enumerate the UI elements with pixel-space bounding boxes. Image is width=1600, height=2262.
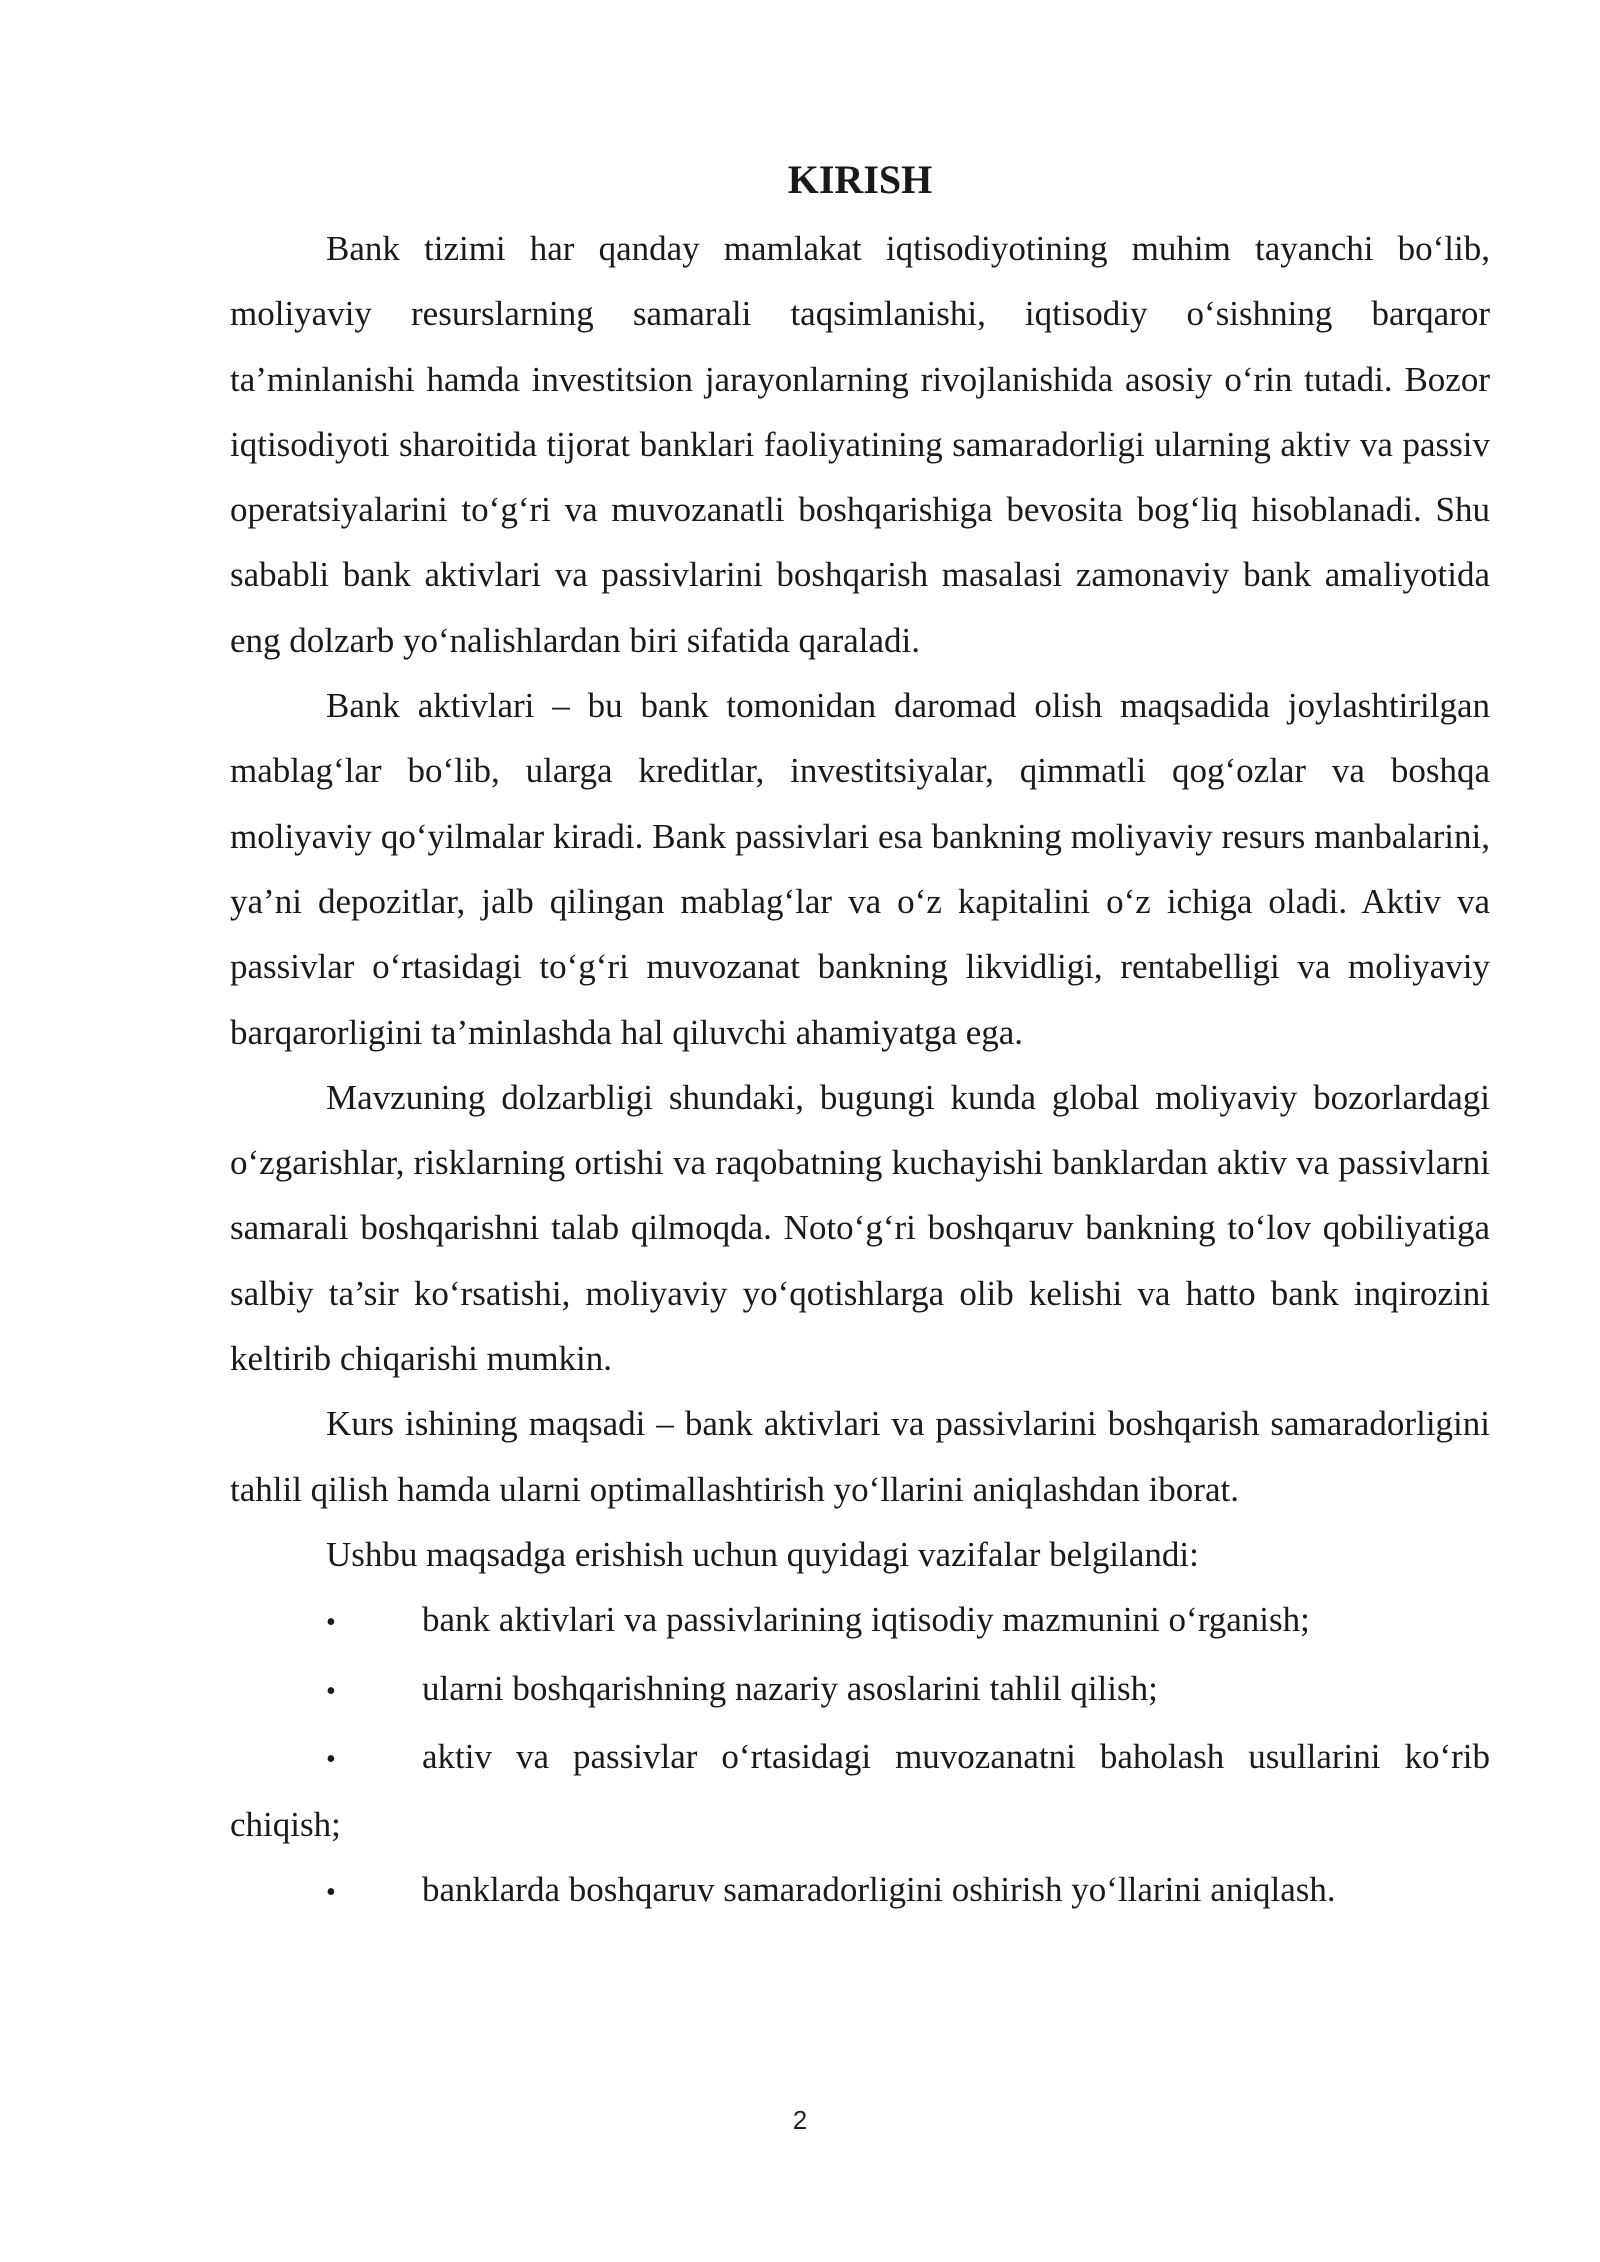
paragraph-intro: Bank tizimi har qanday mamlakat iqtisodiyotining muhim tayanchi bo‘lib, moliyaviy resurslarning samarali taqsimlanishi, iqtisodiy o‘sishning barqaror ta’minlanishi hamda investitsion jarayonlarning rivojlanishida asosiy o‘rin tutadi. Bozor iqtisodiyoti sharoitida tijorat banklari faoliyatining samaradorligi ularning aktiv va passiv operatsiyalarini to‘g‘ri va muvozanatli boshqarishiga bevosita bog‘liq hisoblanadi. Shu sababli bank aktivlari va passivlarini boshqarish masalasi zamonaviy bank amaliyotida eng dolzarb yo‘nalishlardan biri sifatida qaraladi. — [230, 229, 1490, 660]
paragraph-goal: Kurs ishining maqsadi – bank aktivlari va passivlarini boshqarish samaradorligini tahlil qilish hamda ularni optimallashtirish yo‘llarini aniqlashdan iborat. — [230, 1404, 1490, 1509]
paragraph-assets-liabilities: Bank aktivlari – bu bank tomonidan daromad olish maqsadida joylashtirilgan mablag‘lar bo‘lib, ularga kreditlar, investitsiyalar, qimmatli qog‘ozlar va boshqa moliyaviy qo‘yilmalar kiradi. Bank passivlari esa bankning moliyaviy resurs manbalarini, ya’ni depozitlar, jalb qilingan mablag‘lar va o‘z kapitalini o‘z ichiga oladi. Aktiv va passivlar o‘rtasidagi to‘g‘ri muvozanat bankning likvidligi, rentabelligi va moliyaviy barqarorligini ta’minlashda hal qiluvchi ahamiyatga ega. — [230, 686, 1490, 1052]
task-list — [230, 1587, 1490, 1925]
section-title: KIRISH — [787, 157, 933, 202]
page-number: 2 — [792, 2105, 808, 2135]
list-item — [230, 1724, 1490, 1858]
paragraph-tasks-intro: Ushbu maqsadga erishish uchun quyidagi vazifalar belgilandi: — [326, 1534, 1199, 1574]
list-item — [230, 1656, 1490, 1724]
list-item-text: banklarda boshqaruv samaradorligini oshirish yo‘llarini aniqlash. — [422, 1870, 1336, 1910]
bullet-icon: • — [326, 1675, 336, 1707]
list-item — [230, 1587, 1490, 1655]
paragraph-relevance: Mavzuning dolzarbligi shundaki, bugungi kunda global moliyaviy bozorlardagi o‘zgarishlar, risklarning ortishi va raqobatning kuchayishi banklardan aktiv va passivlarni samarali boshqarishni talab qilmoqda. Noto‘g‘ri boshqaruv bankning to‘lov qobiliyatiga salbiy ta’sir ko‘rsatishi, moliyaviy yo‘qotishlarga olib kelishi va hatto bank inqirozini keltirib chiqarishi mumkin. — [230, 1077, 1490, 1379]
list-item — [230, 1857, 1490, 1925]
bullet-icon: • — [326, 1743, 336, 1775]
list-item-text: bank aktivlari va passivlarining iqtisodiy mazmunini o‘rganish; — [422, 1600, 1310, 1640]
list-item-text: ularni boshqarishning nazariy asoslarini tahlil qilish; — [422, 1668, 1158, 1708]
bullet-icon: • — [326, 1877, 336, 1909]
document-page — [230, 150, 1490, 1926]
list-item-text: aktiv va passivlar o‘rtasidagi muvozanatni baholash usullarini ko‘rib chiqish; — [230, 1736, 1490, 1845]
bullet-icon: • — [326, 1607, 336, 1639]
